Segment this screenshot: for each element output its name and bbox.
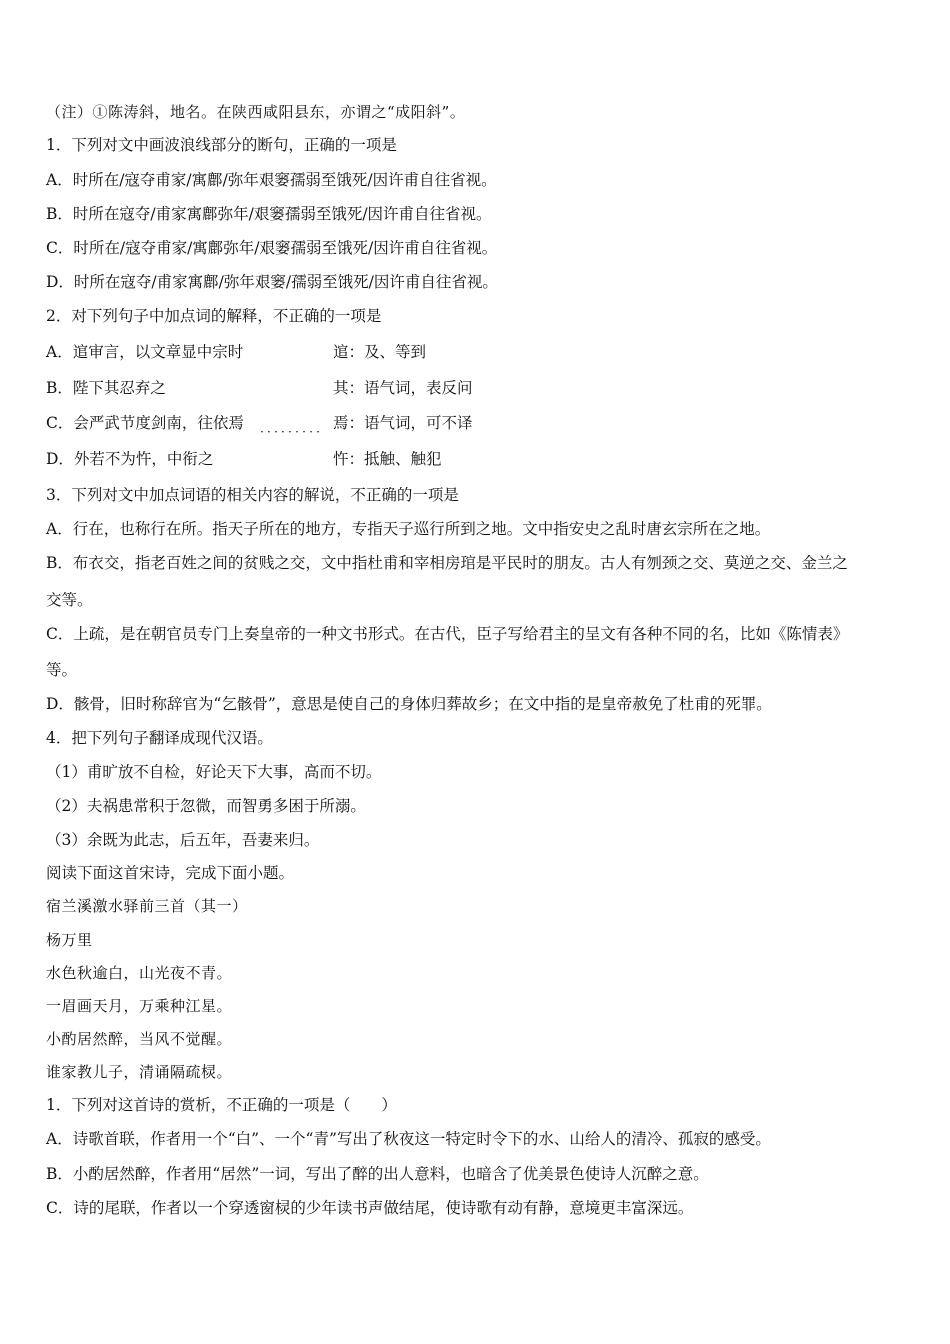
question-1-option-c: C．时所在/寇夺甫家/寓鄜弥年/艰窭孺弱至饿死/因许甫自往省视。: [46, 239, 498, 257]
question-4-sentence-3: （3）余既为此志，后五年，吾妻来归。: [46, 831, 320, 849]
poem-line-4: 谁家教儿子，清诵隔疏棂。: [46, 1063, 233, 1081]
question-3-option-d: D．骸骨，旧时称辞官为“乞骸骨”，意思是使自己的身体归葬故乡；在文中指的是皇帝赦免了杜甫的死罪。: [46, 695, 772, 713]
question-4-stem: 4．把下列句子翻译成现代汉语。: [46, 729, 273, 747]
question-3-stem: 3．下列对文中加点词语的相关内容的解说，不正确的一项是: [46, 486, 459, 504]
question-2-option-b: B．陛下其忍弃之: [46, 379, 166, 397]
question-2-stem: 2．对下列句子中加点词的解释，不正确的一项是: [46, 307, 382, 325]
question-3-option-c: C．上疏，是在朝官员专门上奏皇帝的一种文书形式。在古代，臣子写给君主的呈文有各种不同的名，比如《陈情表》: [46, 625, 849, 643]
poem-author: 杨万里: [46, 931, 93, 949]
poem-question-1-option-c: C．诗的尾联，作者以一个穿透窗棂的少年读书声做结尾，使诗歌有动有静，意境更丰富深远。: [46, 1199, 694, 1217]
question-4-sentence-1: （1）甫旷放不自检，好论天下大事，高而不切。: [46, 763, 382, 781]
poem-line-3: 小酌居然醉，当风不觉醒。: [46, 1030, 233, 1048]
question-3-option-c-cont: 等。: [46, 661, 78, 679]
question-2-option-a: A．逭审言，以文章显中宗时: [46, 343, 244, 361]
annotation-note: （注）①陈涛斜，地名。在陕西咸阳县东，亦谓之“成阳斜”。: [46, 103, 466, 121]
emphasis-dots: ·········: [260, 425, 324, 439]
question-1-option-d: D．时所在寇夺/甫家寓鄜/弥年艰窭/孺弱至饿死/因许甫自往省视。: [46, 273, 498, 291]
question-4-sentence-2: （2）夫祸患常积于忽微，而智勇多困于所溺。: [46, 797, 366, 815]
poem-title: 宿兰溪激水驿前三首（其一）: [46, 897, 248, 915]
question-3-option-a: A．行在，也称行在所。指天子所在的地方，专指天子巡行所到之地。文中指安史之乱时唐玄宗所在之地。: [46, 520, 771, 538]
question-1-option-b: B．时所在寇夺/甫家寓鄜弥年/艰窭孺弱至饿死/因许甫自往省视。: [46, 205, 492, 223]
poem-line-1: 水色秋逾白，山光夜不青。: [46, 964, 233, 982]
question-3-option-b-cont: 交等。: [46, 591, 93, 609]
poem-line-2: 一眉画天月，万乘种江星。: [46, 997, 233, 1015]
question-1-stem: 1．下列对文中画波浪线部分的断句，正确的一项是: [46, 136, 397, 154]
poem-question-1-stem: 1．下列对这首诗的赏析，不正确的一项是（ ）: [46, 1096, 397, 1114]
question-2-option-c: C．会严武节度剑南，往依焉: [46, 414, 244, 432]
question-2-option-a-gloss: 逭：及、等到: [333, 343, 427, 361]
question-1-option-a: A．时所在/寇夺甫家/寓鄜/弥年艰窭孺弱至饿死/因许甫自往省视。: [46, 171, 497, 189]
question-2-option-d: D．外若不为忤，中衔之: [46, 450, 214, 468]
question-3-option-b: B．布衣交，指老百姓之间的贫贱之交，文中指杜甫和宰相房琯是平民时的朋友。古人有刎颈之交、莫逆之交、金兰之: [46, 554, 848, 572]
poem-question-1-option-a: A．诗歌首联，作者用一个“白”、一个“青”写出了秋夜这一特定时令下的水、山给人的清冷、孤寂的感受。: [46, 1130, 771, 1148]
question-2-option-b-gloss: 其：语气词，表反问: [333, 379, 473, 397]
poem-question-1-option-b: B．小酌居然醉，作者用“居然”一词，写出了醉的出人意料，也暗含了优美景色使诗人沉醉之意。: [46, 1165, 709, 1183]
question-2-option-d-gloss: 忤：抵触、触犯: [333, 450, 442, 468]
poem-intro: 阅读下面这首宋诗，完成下面小题。: [46, 864, 295, 882]
question-2-option-c-gloss: 焉：语气词，可不译: [333, 414, 473, 432]
